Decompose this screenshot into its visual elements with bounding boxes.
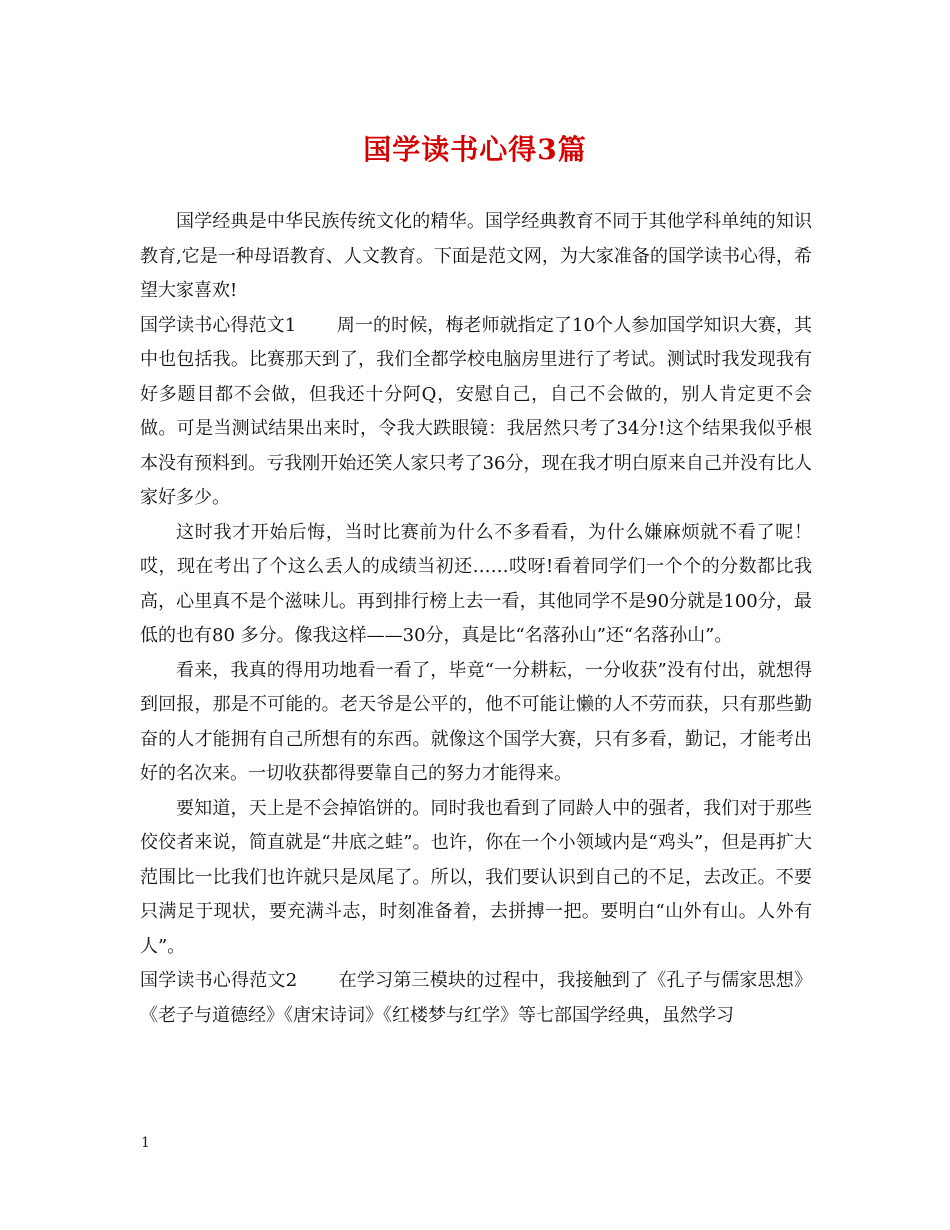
page-number: 1: [141, 1135, 150, 1151]
intro-paragraph: 国学经典是中华民族传统文化的精华。国学经典教育不同于其他学科单纯的知识教育,它是一种母语教育、人文教育。下面是范文网，为大家准备的国学读书心得，希望大家喜欢!: [140, 211, 812, 301]
section-1-label: 国学读书心得范文1: [140, 314, 297, 336]
section-1-first-paragraph: [140, 309, 812, 516]
section-1-first-text: 周一的时候，梅老师就指定了10个人参加国学知识大赛，其中也包括我。比赛那天到了，我们全都学校电脑房里进行了考试。测试时我发现我有好多题目都不会做，但我还十分阿Q，安慰自己，自己不会做的，别人肯定更不会做。可是当测试结果出来时，令我大跌眼镜：我居然只考了34分!这个结果我似乎根本没有预料到。亏我刚开始还笑人家只考了36分，现在我才明白原来自己并没有比人家好多少。: [140, 314, 812, 508]
section-1-paragraph: 这时我才开始后悔，当时比赛前为什么不多看看，为什么嫌麻烦就不看了呢！哎，现在考出了个这么丢人的成绩当初还……哎呀!看着同学们一个个的分数都比我高，心里真不是个滋味儿。再到排行榜上去一看，其他同学不是90分就是100分，最低的也有80 多分。像我这样——30分，真是比“名落孙山”还“名落孙山”。: [140, 521, 812, 646]
section-2-first-text: 在学习第三模块的过程中，我接触到了《孔子与儒家思想》《老子与道德经》《唐宋诗词》《红楼梦与红学》等七部国学经典，虽然学习: [140, 970, 813, 1026]
section-2-first-paragraph: [140, 964, 812, 1033]
document-title: 国学读书心得3篇: [363, 133, 587, 166]
document-body: [140, 205, 812, 1033]
section-2-label: 国学读书心得范文2: [140, 970, 298, 991]
section-1-paragraph: 要知道，天上是不会掉馅饼的。同时我也看到了同龄人中的强者，我们对于那些佼佼者来说，简直就是“井底之蛙”。也许，你在一个小领域内是“鸡头”，但是再扩大范围比一比我们也许就只是凤尾了。所以，我们要认识到自己的不足，去改正。不要只满足于现状，要充满斗志，时刻准备着，去拼搏一把。要明白“山外有山。人外有人”。: [140, 797, 812, 957]
section-1-paragraph: 看来，我真的得用功地看一看了，毕竟“一分耕耘，一分收获”没有付出，就想得到回报，那是不可能的。老天爷是公平的，他不可能让懒的人不劳而获，只有那些勤奋的人才能拥有自己所想有的东西。就像这个国学大赛，只有多看，勤记，才能考出好的名次来。一切收获都得要靠自己的努力才能得来。: [140, 659, 812, 784]
